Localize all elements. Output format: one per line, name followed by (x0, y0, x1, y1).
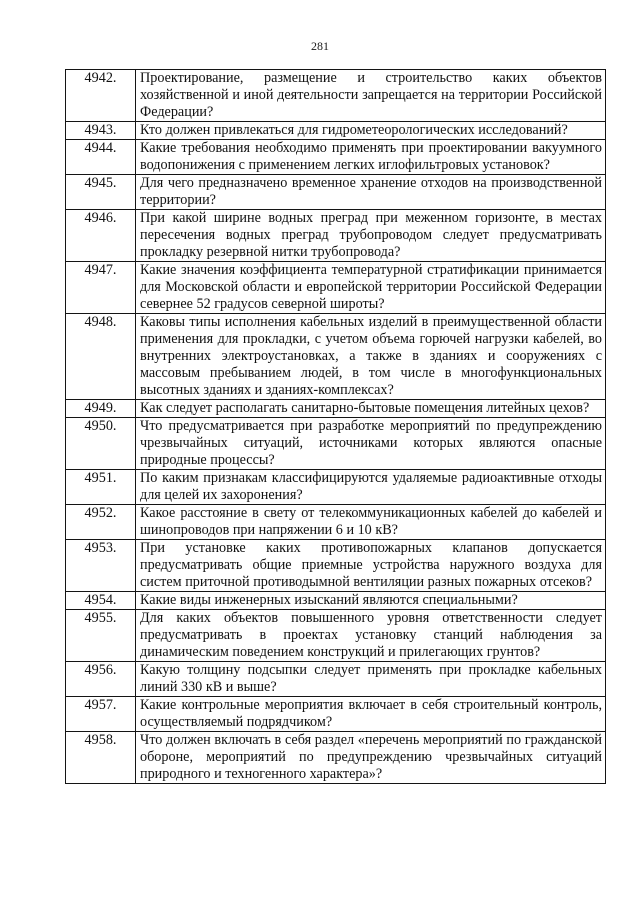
question-number: 4955. (66, 610, 136, 662)
question-number: 4945. (66, 175, 136, 210)
question-text: Какую толщину подсыпки следует применять при прокладке кабельных линий 330 кВ и выше? (136, 662, 606, 697)
question-number: 4952. (66, 505, 136, 540)
question-number: 4944. (66, 140, 136, 175)
question-number: 4943. (66, 122, 136, 140)
table-row (66, 140, 606, 175)
table-row (66, 505, 606, 540)
table-row (66, 400, 606, 418)
table-row (66, 70, 606, 122)
question-number: 4958. (66, 732, 136, 784)
table-row (66, 122, 606, 140)
questions-table (65, 69, 606, 784)
question-number: 4956. (66, 662, 136, 697)
page-number: 281 (311, 39, 329, 53)
table-row (66, 314, 606, 400)
question-text: По каким признакам классифицируются удаляемые радиоактивные отходы для целей их захоронения? (136, 470, 606, 505)
question-text: Какое расстояние в свету от телекоммуникационных кабелей до кабелей и шинопроводов при напряжении 6 и 10 кВ? (136, 505, 606, 540)
table-row (66, 418, 606, 470)
question-number: 4950. (66, 418, 136, 470)
question-text: При установке каких противопожарных клапанов допускается предусматривать общие приемные устройства наружного воздуха для систем приточной противодымной вентиляции разных пожарных отсеков? (136, 540, 606, 592)
table-row (66, 262, 606, 314)
table-row (66, 210, 606, 262)
question-text: Какие виды инженерных изысканий являются специальными? (136, 592, 606, 610)
table-row (66, 592, 606, 610)
question-number: 4942. (66, 70, 136, 122)
table-row (66, 175, 606, 210)
question-number: 4947. (66, 262, 136, 314)
question-number: 4954. (66, 592, 136, 610)
question-text: Как следует располагать санитарно-бытовые помещения литейных цехов? (136, 400, 606, 418)
question-text: При какой ширине водных преград при меженном горизонте, в местах пересечения водных преград трубопроводом следует предусматривать прокладку резервной нитки трубопровода? (136, 210, 606, 262)
question-number: 4953. (66, 540, 136, 592)
question-number: 4946. (66, 210, 136, 262)
question-text: Каковы типы исполнения кабельных изделий в преимущественной области применения для прокладки, с учетом объема горючей нагрузки кабелей, во внутренних электроустановках, а также в зданиях и сооружениях с массовым пребыванием людей, в том числе в многофункциональных высотных зданиях и зданиях-комплексах? (136, 314, 606, 400)
table-row (66, 697, 606, 732)
question-text: Что предусматривается при разработке мероприятий по предупреждению чрезвычайных ситуаций, источниками которых являются опасные природные процессы? (136, 418, 606, 470)
question-text: Какие значения коэффициента температурной стратификации принимается для Московской области и европейской территории Российской Федерации севернее 52 градусов северной широты? (136, 262, 606, 314)
question-number: 4949. (66, 400, 136, 418)
question-number: 4957. (66, 697, 136, 732)
question-text: Для чего предназначено временное хранение отходов на производственной территории? (136, 175, 606, 210)
question-text: Какие требования необходимо применять при проектировании вакуумного водопонижения с применением легких иглофильтровых установок? (136, 140, 606, 175)
question-number: 4948. (66, 314, 136, 400)
table-row (66, 540, 606, 592)
table-row (66, 662, 606, 697)
table-row (66, 610, 606, 662)
question-number: 4951. (66, 470, 136, 505)
question-text: Что должен включать в себя раздел «перечень мероприятий по гражданской обороне, мероприятий по предупреждению чрезвычайных ситуаций природного и техногенного характера»? (136, 732, 606, 784)
question-text: Какие контрольные мероприятия включает в себя строительный контроль, осуществляемый подрядчиком? (136, 697, 606, 732)
question-text: Для каких объектов повышенного уровня ответственности следует предусматривать в проектах установку станций наблюдения за динамическим поведением конструкций и прилегающих грунтов? (136, 610, 606, 662)
question-text: Проектирование, размещение и строительство каких объектов хозяйственной и иной деятельности запрещается на территории Российской Федерации? (136, 70, 606, 122)
table-row (66, 732, 606, 784)
question-text: Кто должен привлекаться для гидрометеорологических исследований? (136, 122, 606, 140)
table-row (66, 470, 606, 505)
